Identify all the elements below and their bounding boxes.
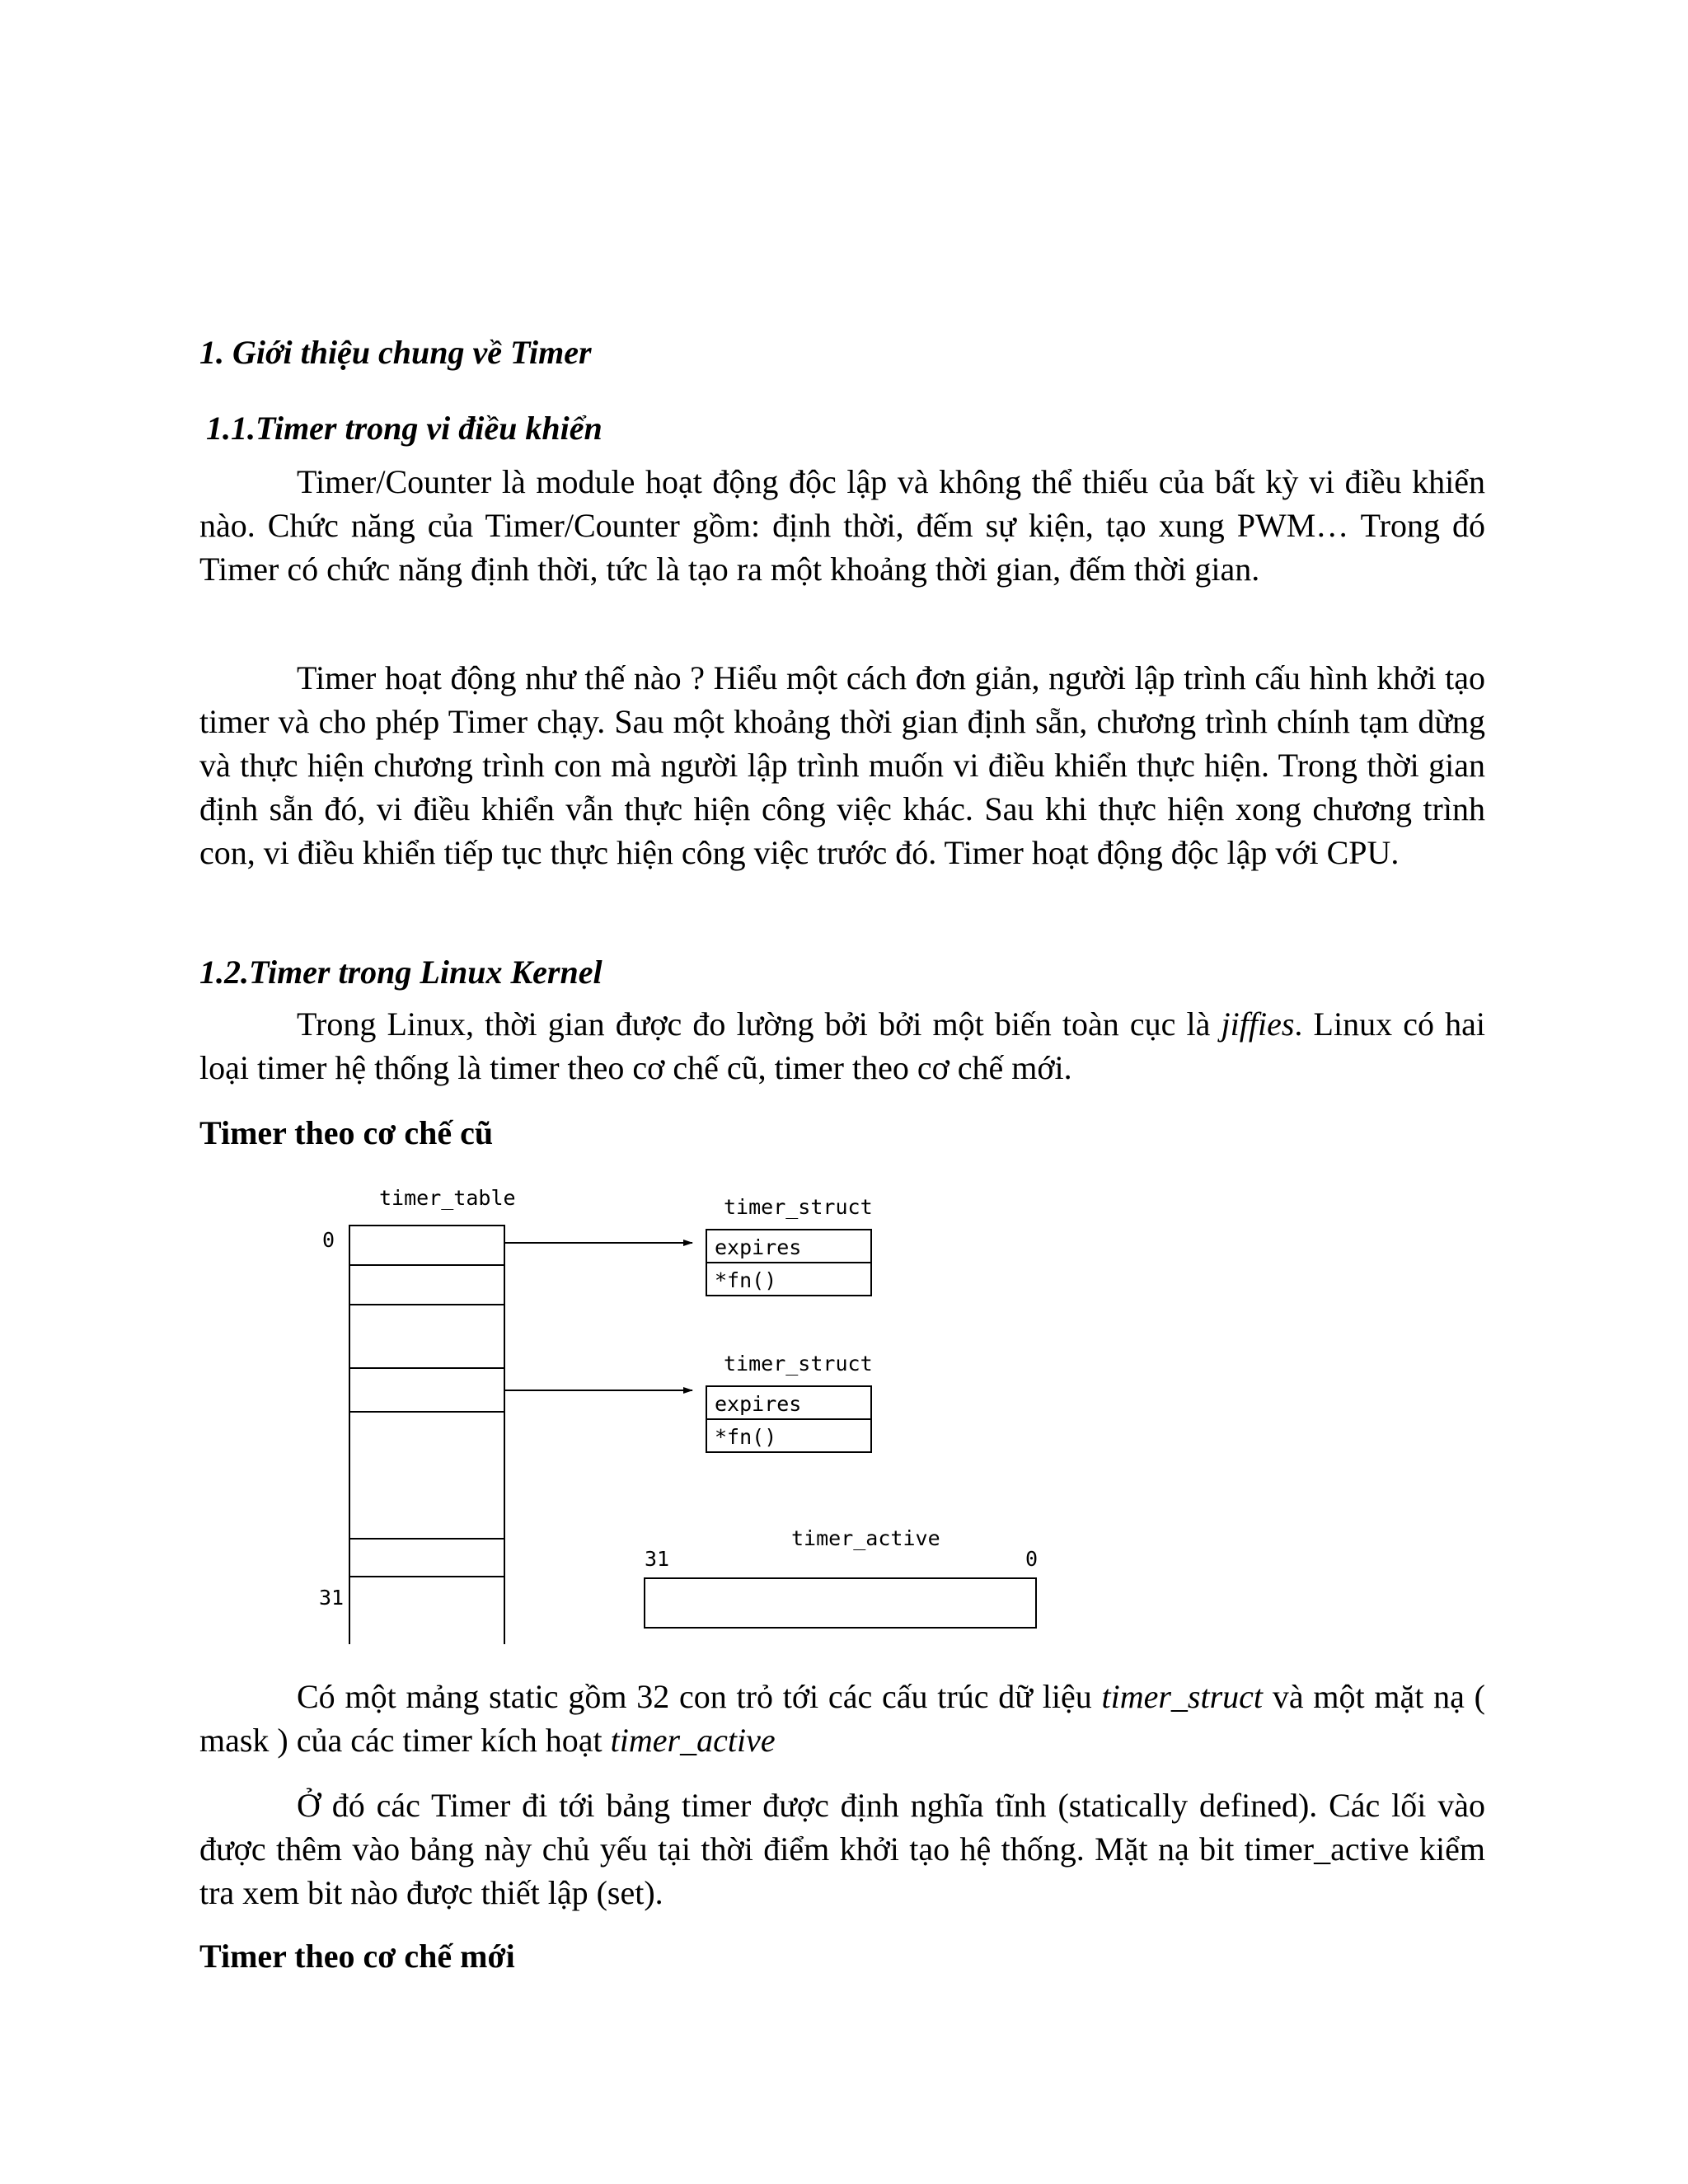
timer-table-label: timer_table [379,1186,516,1210]
jiffies-text-after: . Linux có hai loại timer hệ thống là timer theo cơ chế cũ, timer theo cơ chế mới. [199,1005,1485,1086]
static-array-text-b: và một mặt nạ ( mask ) của các timer kích hoạt [199,1678,1485,1759]
jiffies-text-before: Trong Linux, thời gian được đo lường bởi bởi một biến toàn cục là [297,1005,1221,1043]
timer-active-bit-0: 0 [1025,1547,1039,1571]
static-array-text-a: Có một mảng static gồm 32 con trỏ tới các cấu trúc dữ liệu [297,1678,1102,1715]
paragraph-static-array [199,1675,1485,1762]
jiffies-term: jiffies [1221,1005,1295,1043]
section-heading-1-1: 1.1.Timer trong vi điều khiển [206,410,603,447]
new-timer-heading: Timer theo cơ chế mới [199,1938,515,1975]
old-timer-diagram [305,1183,1096,1644]
timer-table-index-0: 0 [322,1228,335,1252]
timer-active-label: timer_active [791,1526,940,1550]
timer-struct-2-label: timer_struct [724,1352,873,1376]
timer-active-bit-31: 31 [645,1547,670,1571]
timer-struct-2-fn: *fn() [715,1425,777,1449]
section-heading-1-2: 1.2.Timer trong Linux Kernel [199,954,603,991]
timer-struct-2-expires: expires [715,1392,802,1416]
timer-active-term: timer_active [610,1722,776,1759]
timer-table-index-31: 31 [319,1586,345,1610]
paragraph-timer-counter-intro: Timer/Counter là module hoạt động độc lập và không thể thiếu của bất kỳ vi điều khiển nào. Chức năng của Timer/Counter gồm: định thời, đếm sự kiện, tạo xung PWM… Trong đó Timer có chức năng định thời, tức là tạo ra một khoảng thời gian, đếm thời gian. [199,463,1485,588]
paragraph-linux-jiffies [199,1002,1485,1090]
timer-table [349,1226,504,1644]
timer-struct-1-expires: expires [715,1235,802,1259]
old-timer-heading: Timer theo cơ chế cũ [199,1114,494,1151]
timer-struct-term: timer_struct [1101,1678,1264,1715]
section-heading-1: 1. Giới thiệu chung về Timer [199,334,592,371]
paragraph-timer-how-it-works: Timer hoạt động như thế nào ? Hiểu một cách đơn giản, người lập trình cấu hình khởi tạo timer và cho phép Timer chạy. Sau một khoảng thời gian định sẵn, chương trình chính tạm dừng và thực hiện chương trình con mà người lập trình muốn vi điều khiển thực hiện. Trong thời gian định sẵn đó, vi điều khiển vẫn thực hiện công việc khác. Sau khi thực hiện xong chương trình con, vi điều khiển tiếp tục thực hiện công việc trước đó. Timer hoạt động độc lập với CPU. [199,659,1485,871]
paragraph-static-table: Ở đó các Timer đi tới bảng timer được định nghĩa tĩnh (statically defined). Các lối vào được thêm vào bảng này chủ yếu tại thời điểm khởi tạo hệ thống. Mặt nạ bit timer_active kiểm tra xem bit nào được thiết lập (set). [199,1787,1485,1911]
timer-active-mask [645,1578,1036,1628]
timer-struct-1-fn: *fn() [715,1268,777,1292]
timer-struct-1-label: timer_struct [724,1195,873,1219]
